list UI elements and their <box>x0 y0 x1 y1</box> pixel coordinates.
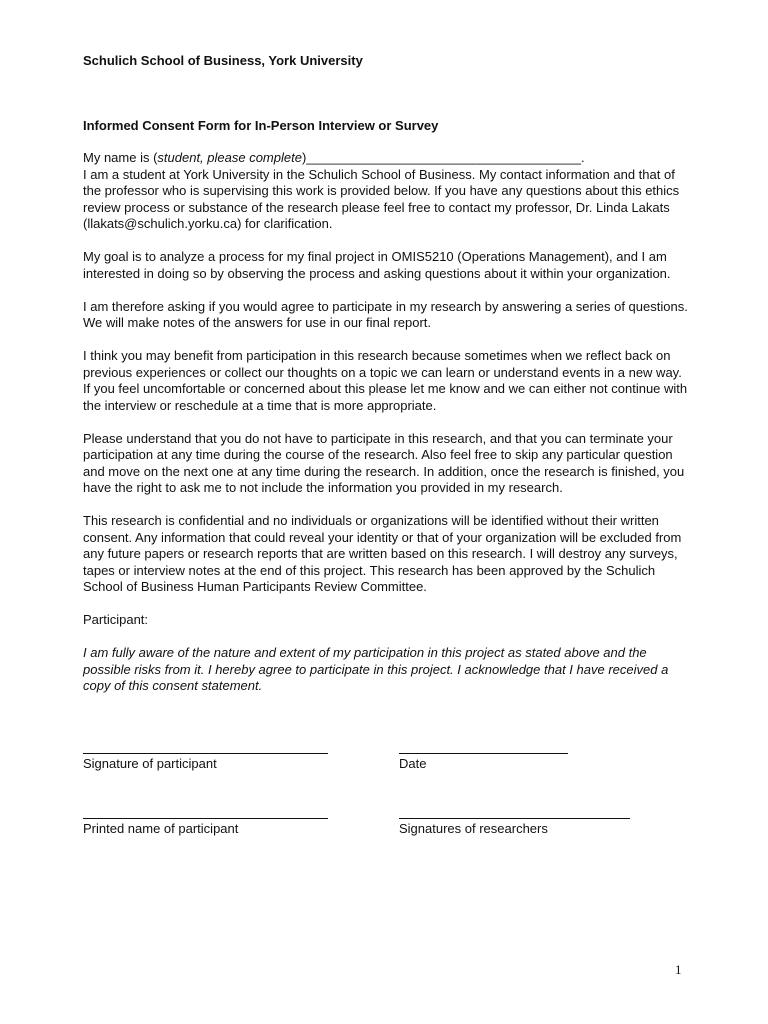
participant-signature-line[interactable] <box>83 753 328 754</box>
participant-label: Participant: <box>83 612 149 627</box>
printed-name-of-participant-label: Printed name of participant <box>83 821 239 836</box>
signature-of-participant-label: Signature of participant <box>83 756 217 771</box>
voluntary-paragraph: Please understand that you do not have to participate in this research, and that you can terminate your participation at any time during the course of the research. Also feel free to skip any particular question and move on the next one at any time during the research. In addition, once the research is finished, you have the right to ask me to not include the information you provided in my research. <box>83 430 685 495</box>
name-line <box>83 150 585 165</box>
name-hint: student, please complete <box>157 150 302 165</box>
intro-paragraph <box>83 150 688 233</box>
goal-paragraph: My goal is to analyze a process for my final project in OMIS5210 (Operations Management), and I am interested in doing so by observing the process and asking questions about it within your organization. <box>83 249 671 281</box>
school-header: Schulich School of Business, York University <box>83 53 363 68</box>
name-prefix: My name is ( <box>83 150 158 165</box>
researchers-signature-line[interactable] <box>399 818 630 819</box>
intro-text: I am a student at York University in the Schulich School of Business. My contact information and that of the professor who is supervising this work is provided below. If you have any questions about this ethics review process or substance of the research please feel free to contact my professor, Dr. Linda Lakats (llakats@schulich.yorku.ca) for clarification. <box>83 166 680 231</box>
participant-statement: I am fully aware of the nature and extent of my participation in this project as stated above and the possible risks from it. I hereby agree to participate in this project. I acknowledge that I have received a copy of this consent statement. <box>83 645 669 693</box>
name-blank-field[interactable]: )______________________________________. <box>301 150 585 165</box>
signatures-of-researchers-label: Signatures of researchers <box>399 821 548 836</box>
printed-name-line[interactable] <box>83 818 328 819</box>
confidential-paragraph: This research is confidential and no individuals or organizations will be identified without their written consent. Any information that could reveal your identity or that of your organization will be excluded from any future papers or research reports that are written based on this research. I will destroy any surveys, tapes or interview notes at the end of this project. This research has been approved by the Schulich School of Business Human Participants Review Committee. <box>83 513 682 594</box>
page-number: 1 <box>675 962 682 977</box>
form-title: Informed Consent Form for In-Person Interview or Survey <box>83 118 439 133</box>
date-line[interactable] <box>399 753 568 754</box>
request-paragraph: I am therefore asking if you would agree to participate in my research by answering a series of questions. We will make notes of the answers for use in our final report. <box>83 298 688 330</box>
benefit-paragraph: I think you may benefit from participation in this research because sometimes when we reflect back on previous experiences or collect our thoughts on a topic we can learn or understand events in a new way. If you feel uncomfortable or concerned about this please let me know and we can either not continue with the interview or reschedule at a time that is more appropriate. <box>83 348 688 413</box>
consent-body <box>83 150 688 711</box>
date-label: Date <box>399 756 427 771</box>
